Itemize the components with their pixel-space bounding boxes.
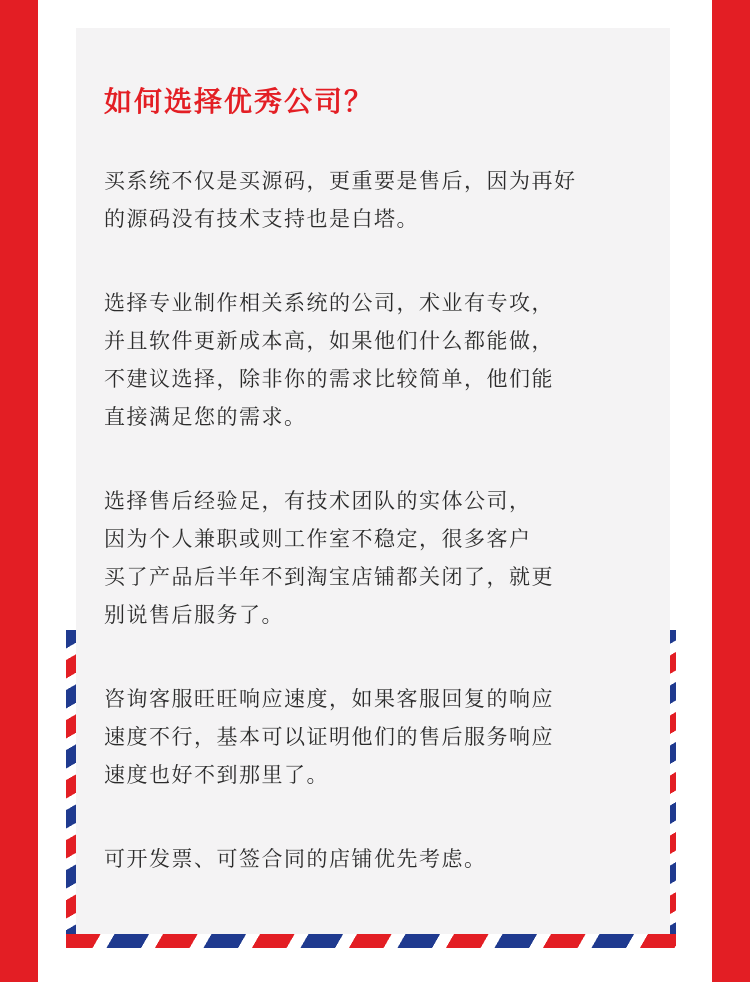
paragraph-line: 速度也好不到那里了。 (104, 763, 329, 787)
paragraph-4 (104, 680, 624, 794)
paragraph-1 (104, 162, 624, 238)
paragraph-5 (104, 840, 624, 878)
right-red-border (712, 0, 750, 982)
paragraph-line: 速度不行，基本可以证明他们的售后服务响应 (104, 725, 554, 749)
paragraph-line: 买系统不仅是买源码，更重要是售后，因为再好 (104, 169, 577, 193)
paragraph-line: 买了产品后半年不到淘宝店铺都关闭了，就更 (104, 565, 554, 589)
paragraph-line: 因为个人兼职或则工作室不稳定，很多客户 (104, 527, 532, 551)
left-red-border (0, 0, 38, 982)
article-title: 如何选择优秀公司？ (104, 85, 375, 118)
paragraph-2 (104, 284, 624, 436)
paragraph-line: 并且软件更新成本高，如果他们什么都能做， (104, 329, 554, 353)
paragraph-line: 不建议选择，除非你的需求比较简单，他们能 (104, 367, 554, 391)
paragraph-line: 直接满足您的需求。 (104, 405, 307, 429)
paragraph-line: 的源码没有技术支持也是白塔。 (104, 207, 419, 231)
paragraph-line: 选择售后经验足，有技术团队的实体公司， (104, 489, 532, 513)
paragraph-line: 选择专业制作相关系统的公司，术业有专攻， (104, 291, 554, 315)
paragraph-line: 别说售后服务了。 (104, 603, 284, 627)
paragraph-line: 可开发票、可签合同的店铺优先考虑。 (104, 847, 487, 871)
article-body (104, 162, 624, 924)
paragraph-line: 咨询客服旺旺响应速度，如果客服回复的响应 (104, 687, 554, 711)
paragraph-3 (104, 482, 624, 634)
airmail-stripe-bottom (66, 934, 676, 948)
